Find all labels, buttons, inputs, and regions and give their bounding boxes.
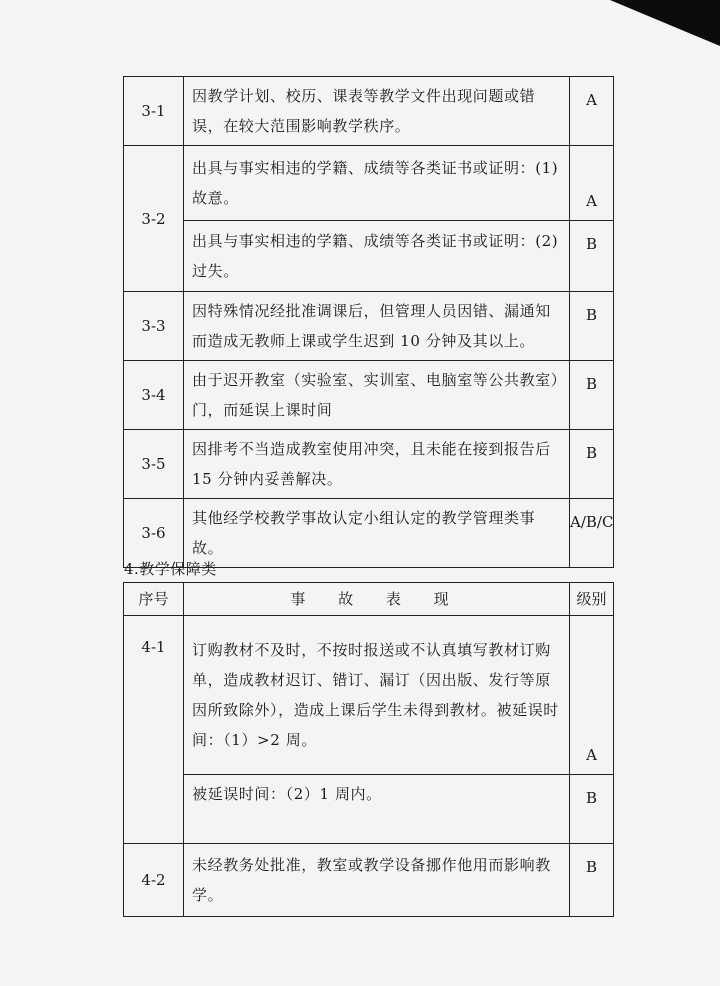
incident-description: 出具与事实相违的学籍、成绩等各类证书或证明：(1) 故意。 [184, 146, 570, 221]
incident-description: 由于迟开教室（实验室、实训室、电脑室等公共教室）门，而延误上课时间 [184, 361, 570, 430]
incident-description: 被延误时间：（2）1 周内。 [184, 775, 570, 844]
incident-description: 订购教材不及时，不按时报送或不认真填写教材订购单，造成教材迟订、错订、漏订（因出版、发行等原因所致除外），造成上课后学生未得到教材。被延误时间：（1）>2 周。 [184, 616, 570, 775]
incident-description: 因教学计划、校历、课表等教学文件出现问题或错误，在较大范围影响教学秩序。 [184, 77, 570, 146]
table-row [124, 430, 614, 499]
header-number: 序号 [124, 583, 184, 616]
incident-description: 其他经学校教学事故认定小组认定的教学管理类事故。 [184, 499, 570, 568]
row-number: 3-2 [124, 146, 184, 292]
table-row [124, 361, 614, 430]
incident-description: 因排考不当造成教室使用冲突，且未能在接到报告后 15 分钟内妥善解决。 [184, 430, 570, 499]
table-row [124, 775, 614, 844]
incident-level: B [570, 844, 614, 917]
row-number: 3-6 [124, 499, 184, 568]
row-number: 4-2 [124, 844, 184, 917]
section3-table [123, 76, 614, 568]
incident-level: A [570, 77, 614, 146]
incident-level: B [570, 221, 614, 292]
row-number: 3-1 [124, 77, 184, 146]
table-row [124, 146, 614, 221]
row-number: 3-3 [124, 292, 184, 361]
row-number: 3-5 [124, 430, 184, 499]
table-row [124, 77, 614, 146]
incident-level: B [570, 292, 614, 361]
table-row [124, 221, 614, 292]
incident-level: B [570, 775, 614, 844]
scan-corner-shadow [610, 0, 720, 46]
header-level: 级别 [570, 583, 614, 616]
incident-level: A [570, 146, 614, 221]
table-row [124, 292, 614, 361]
incident-level: B [570, 430, 614, 499]
incident-level: A [570, 616, 614, 775]
row-number: 4-1 [124, 616, 184, 844]
table-row [124, 616, 614, 775]
section-title: 4.教学保障类 [124, 560, 217, 578]
row-number: 3-4 [124, 361, 184, 430]
section4-table [123, 582, 614, 917]
incident-level: B [570, 361, 614, 430]
table-row [124, 844, 614, 917]
incident-description: 未经教务处批准，教室或教学设备挪作他用而影响教学。 [184, 844, 570, 917]
incident-description: 因特殊情况经批准调课后，但管理人员因错、漏通知而造成无教师上课或学生迟到 10 分钟及其以上。 [184, 292, 570, 361]
incident-level: A/B/C [570, 499, 614, 568]
incident-description: 出具与事实相违的学籍、成绩等各类证书或证明：(2) 过失。 [184, 221, 570, 292]
table-header-row [124, 583, 614, 616]
header-description: 事 故 表 现 [184, 583, 570, 616]
